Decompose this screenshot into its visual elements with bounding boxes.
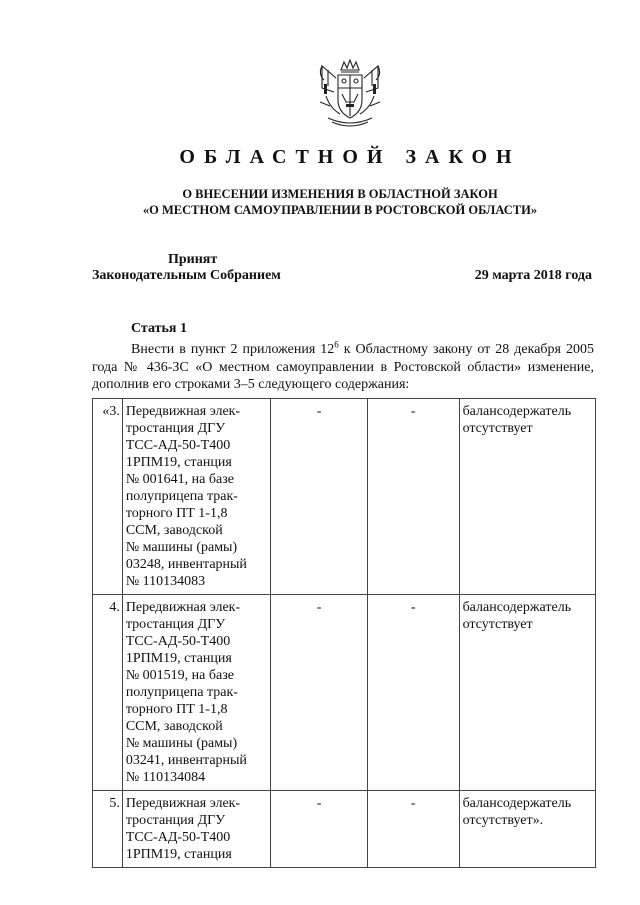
description-line: торного ПТ 1-1,8 bbox=[125, 506, 228, 521]
law-subtitle bbox=[130, 186, 550, 218]
law-title: ОБЛАСТНОЙ ЗАКОН bbox=[179, 146, 521, 168]
description-line: № 110134084 bbox=[125, 770, 206, 785]
description-line: ТСС-АД-50-Т400 bbox=[125, 438, 231, 453]
adopted-by-label: Законодательным Собранием bbox=[92, 268, 281, 283]
description-line: 03248, инвентарный bbox=[125, 557, 247, 572]
table-row bbox=[93, 595, 596, 791]
description-line: полуприцепа трак- bbox=[125, 685, 238, 700]
row-description bbox=[122, 399, 270, 595]
amendment-table-body bbox=[93, 399, 596, 868]
row-description bbox=[122, 595, 270, 791]
table-row bbox=[93, 399, 596, 595]
amendment-table bbox=[92, 398, 596, 868]
row-column-4: - bbox=[367, 399, 459, 595]
subtitle-line-1: О ВНЕСЕНИИ ИЗМЕНЕНИЯ В ОБЛАСТНОЙ ЗАКОН bbox=[182, 187, 498, 201]
intro-superscript: 6 bbox=[334, 339, 339, 350]
note-line: отсутствует». bbox=[462, 813, 544, 828]
description-line: 1РПМ19, станция bbox=[125, 651, 232, 666]
coat-of-arms-icon bbox=[316, 58, 384, 128]
note-line: балансодержатель bbox=[462, 796, 572, 811]
description-line: 1РПМ19, станция bbox=[125, 455, 232, 470]
description-line: № 001519, на базе bbox=[125, 668, 234, 683]
note-line: отсутствует bbox=[462, 617, 533, 632]
table-row bbox=[93, 791, 596, 868]
description-line: Передвижная элек- bbox=[125, 600, 241, 615]
description-line: тростанция ДГУ bbox=[125, 617, 226, 632]
row-number: 4. bbox=[93, 595, 123, 791]
row-column-3: - bbox=[271, 791, 368, 868]
description-line: торного ПТ 1-1,8 bbox=[125, 702, 228, 717]
description-line: № машины (рамы) bbox=[125, 736, 238, 751]
adopted-label: Принят bbox=[168, 252, 218, 267]
note-line: отсутствует bbox=[462, 421, 533, 436]
description-line: Передвижная элек- bbox=[125, 796, 241, 811]
row-note bbox=[459, 399, 595, 595]
description-line: полуприцепа трак- bbox=[125, 489, 238, 504]
description-line: тростанция ДГУ bbox=[125, 813, 226, 828]
row-description bbox=[122, 791, 270, 868]
intro-text-part-2: к Областному закону от 28 декабря 2005 года № 436-ЗС «О местном самоуправлении в Ростовской области» изменение, дополнив его строками 3–5 следующего содержания: bbox=[92, 342, 594, 392]
article-intro-paragraph bbox=[92, 341, 594, 394]
row-column-4: - bbox=[367, 791, 459, 868]
row-number: 5. bbox=[93, 791, 123, 868]
row-number: «3. bbox=[93, 399, 123, 595]
adoption-date: 29 марта 2018 года bbox=[474, 268, 592, 283]
description-line: ТСС-АД-50-Т400 bbox=[125, 634, 231, 649]
description-line: ТСС-АД-50-Т400 bbox=[125, 830, 231, 845]
description-line: ССМ, заводской bbox=[125, 523, 223, 538]
description-line: № машины (рамы) bbox=[125, 540, 238, 555]
note-line: балансодержатель bbox=[462, 600, 572, 615]
description-line: № 110134083 bbox=[125, 574, 206, 589]
note-line: балансодержатель bbox=[462, 404, 572, 419]
row-column-3: - bbox=[271, 399, 368, 595]
article-heading: Статья 1 bbox=[131, 321, 187, 336]
subtitle-line-2: «О МЕСТНОМ САМОУПРАВЛЕНИИ В РОСТОВСКОЙ ОБЛАСТИ» bbox=[142, 203, 538, 217]
description-line: 03241, инвентарный bbox=[125, 753, 247, 768]
intro-text-part-1: Внести в пункт 2 приложения 12 bbox=[131, 342, 335, 357]
row-column-3: - bbox=[271, 595, 368, 791]
description-line: 1РПМ19, станция bbox=[125, 847, 232, 862]
row-note bbox=[459, 595, 595, 791]
description-line: Передвижная элек- bbox=[125, 404, 241, 419]
row-note bbox=[459, 791, 595, 868]
description-line: № 001641, на базе bbox=[125, 472, 234, 487]
description-line: ССМ, заводской bbox=[125, 719, 223, 734]
row-column-4: - bbox=[367, 595, 459, 791]
description-line: тростанция ДГУ bbox=[125, 421, 226, 436]
